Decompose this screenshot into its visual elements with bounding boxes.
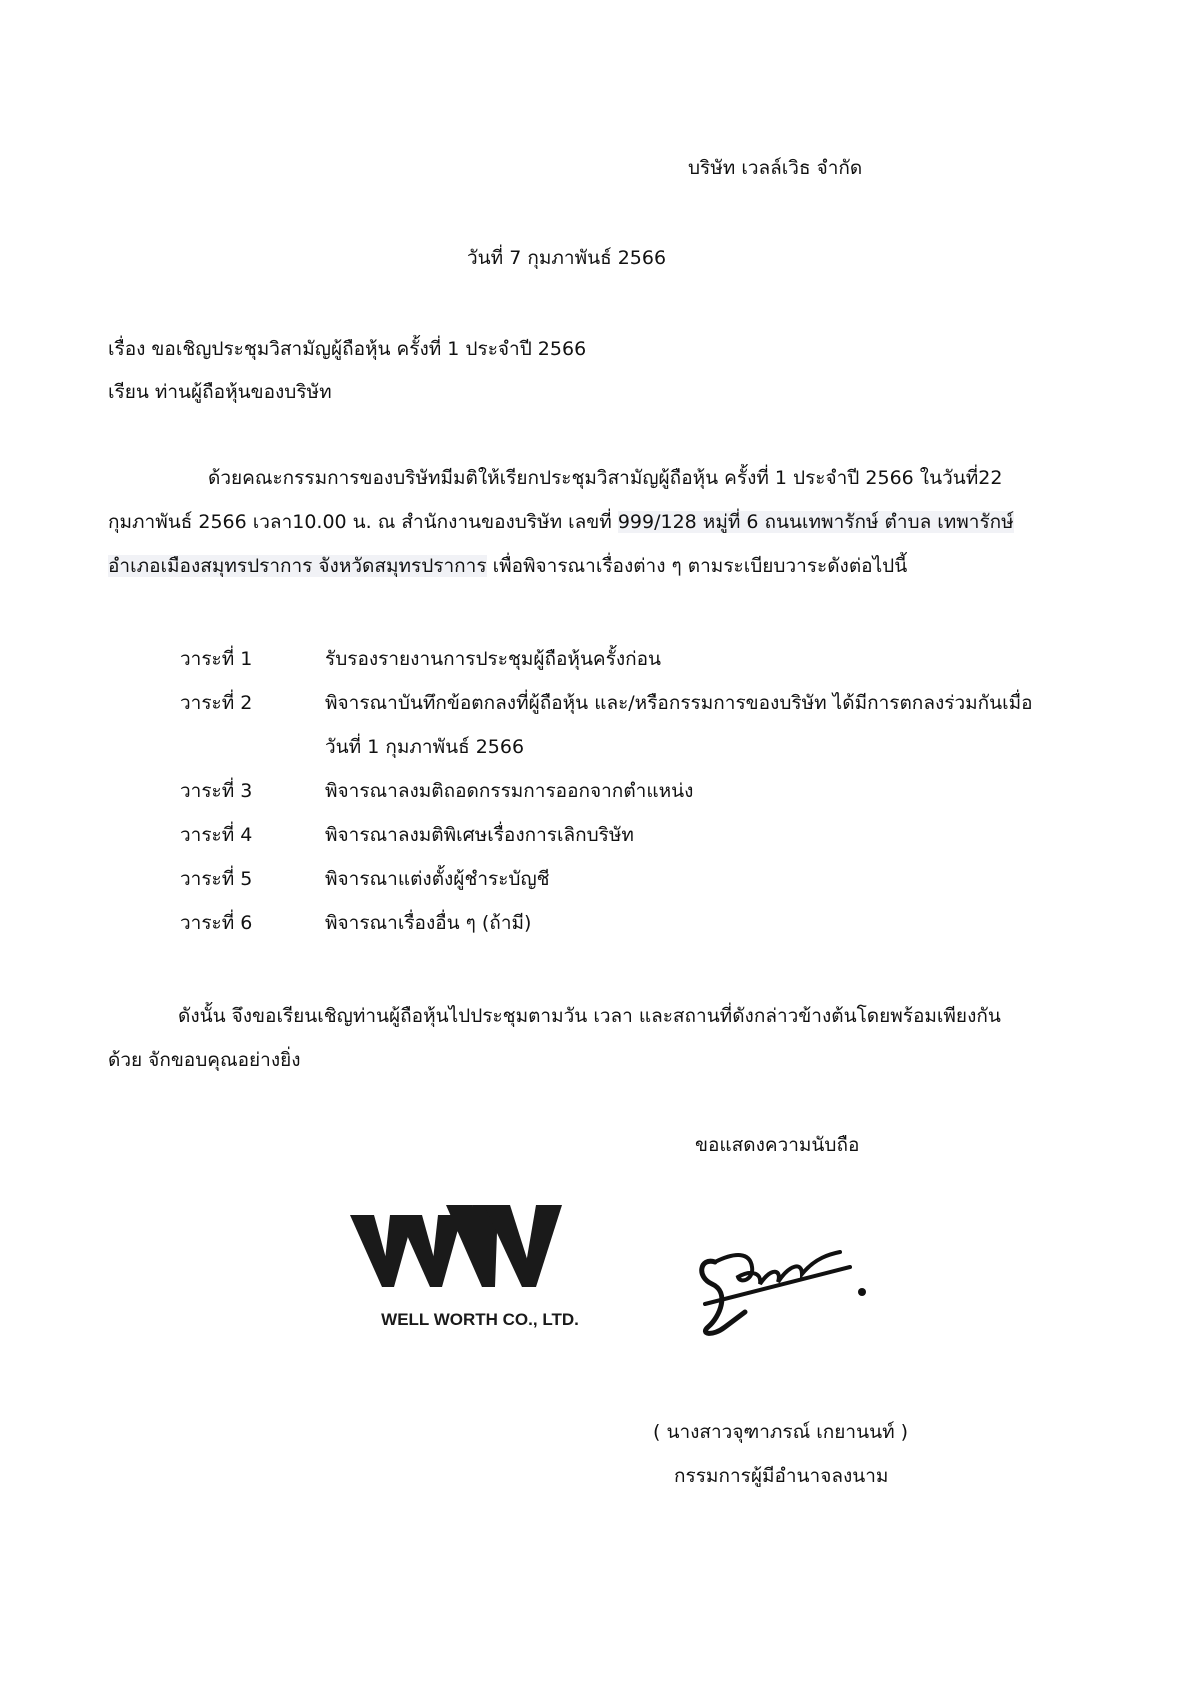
closing-paragraph (108, 994, 1090, 1082)
paragraph-line: ด้วยคณะกรรมการของบริษัทมีมติให้เรียกประชุมวิสามัญผู้ถือหุ้น ครั้งที่ 1 ประจำปี 2566 ในวันที่22 (208, 467, 1003, 489)
logo-text: WELL WORTH CO., LTD. (381, 1310, 579, 1329)
agenda-item (180, 681, 1100, 769)
agenda-label: วาระที่ 3 (180, 780, 253, 802)
salutation-line: เรียน ท่านผู้ถือหุ้นของบริษัท (108, 381, 332, 403)
agenda-label: วาระที่ 6 (180, 912, 253, 934)
signature-graphic (690, 1222, 880, 1352)
agenda-item (180, 901, 1100, 945)
agenda-text: พิจารณาแต่งตั้งผู้ชำระบัญชี (325, 868, 550, 890)
agenda-text: รับรองรายงานการประชุมผู้ถือหุ้นครั้งก่อน (325, 648, 662, 670)
signer-name: ( นางสาวจุฑาภรณ์ เกยานนท์ ) (653, 1421, 909, 1443)
paragraph-line (108, 500, 1090, 544)
company-name: บริษัท เวลล์เวิธ จำกัด (688, 157, 863, 179)
highlighted-address: 999/128 หมู่ที่ 6 ถนนเทพารักษ์ ตำบล เทพารักษ์ (617, 511, 1014, 533)
agenda-text: พิจารณาบันทึกข้อตกลงที่ผู้ถือหุ้น และ/หรือกรรมการของบริษัท ได้มีการตกลงร่วมกันเมื่อ (325, 692, 1033, 714)
paragraph-line: ด้วย จักขอบคุณอย่างยิ่ง (108, 1049, 301, 1071)
wellworth-logo-icon (350, 1195, 610, 1345)
paragraph-line (108, 544, 1090, 588)
agenda-text-continued: วันที่ 1 กุมภาพันธ์ 2566 (325, 736, 525, 758)
agenda-item (180, 813, 1100, 857)
paragraph-text: กุมภาพันธ์ 2566 เวลา10.00 น. ณ สำนักงานของบริษัท เลขที่ (108, 511, 618, 533)
agenda-text: พิจารณาลงมติพิเศษเรื่องการเลิกบริษัท (325, 824, 634, 846)
agenda-item (180, 769, 1100, 813)
paragraph-line: ดังนั้น จึงขอเรียนเชิญท่านผู้ถือหุ้นไปประชุมตามวัน เวลา และสถานที่ดังกล่าวข้างต้นโดยพร้อมเพียงกัน (178, 1005, 1001, 1027)
paragraph-text: เพื่อพิจารณาเรื่องต่าง ๆ ตามระเบียบวาระดังต่อไปนี้ (486, 555, 908, 577)
agenda-text: พิจารณาเรื่องอื่น ๆ (ถ้ามี) (325, 912, 532, 934)
subject-line: เรื่อง ขอเชิญประชุมวิสามัญผู้ถือหุ้น ครั้งที่ 1 ประจำปี 2566 (108, 338, 587, 360)
agenda-item (180, 637, 1100, 681)
agenda-label: วาระที่ 1 (180, 648, 253, 670)
signer-title: กรรมการผู้มีอำนาจลงนาม (674, 1465, 889, 1487)
regards-line: ขอแสดงความนับถือ (695, 1134, 860, 1156)
highlighted-province: อำเภอเมืองสมุทรปราการ จังหวัดสมุทรปราการ (108, 555, 487, 577)
letter-date: วันที่ 7 กุมภาพันธ์ 2566 (467, 247, 667, 269)
agenda-label: วาระที่ 4 (180, 824, 253, 846)
signature-icon (690, 1222, 880, 1352)
invitation-paragraph (108, 456, 1090, 588)
agenda-list (180, 637, 1100, 945)
logo-graphic (350, 1195, 610, 1345)
agenda-label: วาระที่ 5 (180, 868, 253, 890)
agenda-label: วาระที่ 2 (180, 692, 253, 714)
agenda-text: พิจารณาลงมติถอดกรรมการออกจากตำแหน่ง (325, 780, 694, 802)
agenda-item (180, 857, 1100, 901)
